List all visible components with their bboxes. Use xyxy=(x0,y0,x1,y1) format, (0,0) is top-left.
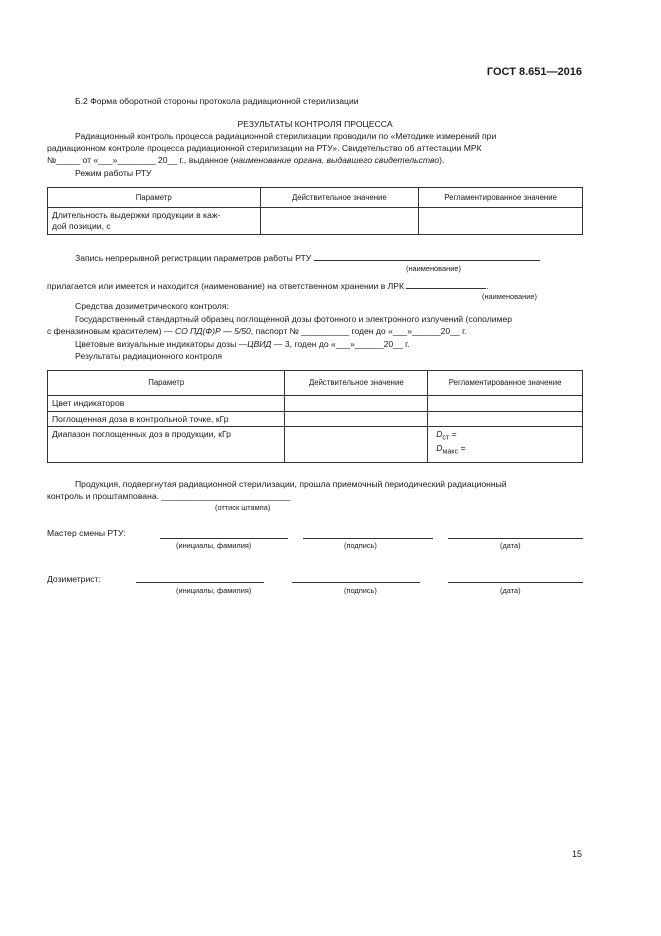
table2-dose-range-values: $D_{ст}$ = $D_{макс}$ = xyxy=(428,427,583,463)
attached-caption: (наименование) xyxy=(482,292,537,301)
table1-regulated-cell xyxy=(419,208,583,235)
page-number: 15 xyxy=(571,849,582,859)
table1-param-cell: Длительность выдержки продукции в каж- дой позиции, с xyxy=(48,208,261,235)
dosimetrist-date-caption: (дата) xyxy=(500,586,521,595)
table1-header-actual: Действительное значение xyxy=(260,188,419,208)
master-name-line xyxy=(160,538,288,539)
stamp-caption: (оттиск штампа) xyxy=(215,503,271,512)
standard-number: ГОСТ 8.651—2016 xyxy=(486,66,582,78)
table2-row-indicator-color: Цвет индикаторов xyxy=(48,396,285,412)
process-mode-table xyxy=(47,187,583,235)
master-date-line xyxy=(448,538,583,539)
master-initials-caption: (инициалы, фамилия) xyxy=(176,541,252,550)
dosimetrist-name-line xyxy=(136,582,264,583)
master-signature-caption: (подпись) xyxy=(344,541,377,550)
conclusion-line-1: Продукция, подвергнутая радиационной стерилизации, прошла приемочный периодический радиационный xyxy=(75,479,507,489)
dosimetry-line-2: с феназиновым красителем) — СО ПД(Ф)Р — 5/50, паспорт № __________ годен до «___»______20__ г. xyxy=(47,326,467,336)
dosimetrist-signature-line xyxy=(292,582,420,583)
control-results-table xyxy=(47,370,583,463)
table1-header-regulated: Регламентированное значение xyxy=(419,188,583,208)
table2-header-actual: Действительное значение xyxy=(285,371,428,396)
master-signature-line xyxy=(303,538,433,539)
dosimetrist-date-line xyxy=(448,582,583,583)
dosimetrist-signature-caption: (подпись) xyxy=(344,586,377,595)
dosimetry-line-1: Государственный стандартный образец поглощенной дозы фотонного и электронного излучений (сополимер xyxy=(75,314,513,324)
table1-header-param: Параметр xyxy=(48,188,261,208)
dosimetry-title: Средства дозиметрического контроля: xyxy=(75,301,229,311)
conclusion-line-2: контроль и проштампована. ___________________________ xyxy=(47,491,291,501)
results-label: Результаты радиационного контроля xyxy=(75,351,223,361)
intro-line-1: Радиационный контроль процесса радиационной стерилизации проводили по «Методике измерений при xyxy=(75,131,497,141)
master-date-caption: (дата) xyxy=(500,541,521,550)
results-title: РЕЗУЛЬТАТЫ КОНТРОЛЯ ПРОЦЕССА xyxy=(237,119,393,129)
table2-header-param: Параметр xyxy=(48,371,285,396)
attached-line: прилагается или имеется и находится (наименование) на ответственном хранении в ЛРК . xyxy=(47,281,489,291)
table2-row-control-dose: Поглощенная доза в контрольной точке, кГр xyxy=(48,411,285,427)
mode-label: Режим работы РТУ xyxy=(75,168,152,178)
table2-row-dose-range: Диапазон поглощенных доз в продукции, кГр xyxy=(48,427,285,463)
record-line: Запись непрерывной регистрации параметров работы РТУ xyxy=(75,253,540,264)
table1-actual-cell xyxy=(260,208,419,235)
dosimetrist-initials-caption: (инициалы, фамилия) xyxy=(176,586,252,595)
master-label: Мастер смены РТУ: xyxy=(47,528,126,538)
dosimetry-line-3: Цветовые визуальные индикаторы дозы —ЦВИД — 3, годен до «___»______20__ г. xyxy=(75,339,410,349)
record-caption: (наименование) xyxy=(406,264,461,273)
table2-header-regulated: Регламентированное значение xyxy=(428,371,583,396)
section-title: Б.2 Форма оборотной стороны протокола радиационной стерилизации xyxy=(75,96,359,106)
intro-line-3: №_____ от «___»________ 20__ г., выданное (наименование органа, выдавшего свидетельство). xyxy=(47,155,445,165)
intro-line-2: радиационном контроле процесса радиационной стерилизации на РТУ». Свидетельство об аттестации МРК xyxy=(47,143,482,153)
dosimetrist-label: Дозиметрист: xyxy=(47,574,101,584)
